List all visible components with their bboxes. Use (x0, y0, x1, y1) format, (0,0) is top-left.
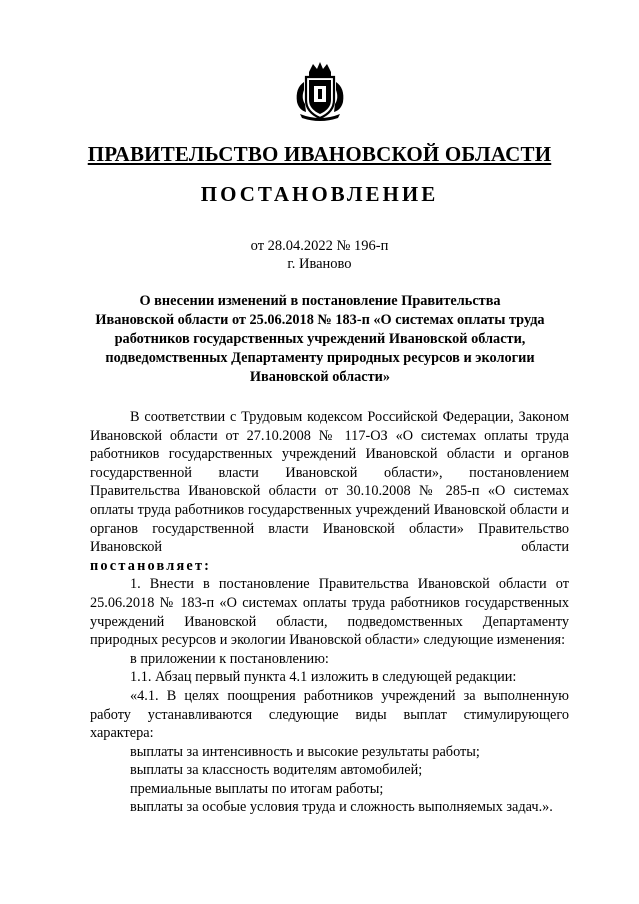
document-city: г. Иваново (287, 256, 352, 272)
list-item: выплаты за классность водителям автомобилей; (130, 762, 423, 779)
item-1-1-paragraph: 1.1. Абзац первый пункта 4.1 изложить в следующей редакции: (130, 669, 517, 686)
item-1-paragraph: 1. Внести в постановление Правительства Ивановской области от 25.06.2018 № 183-п «О системах оплаты труда работников государственных учреждений Ивановской области, подведомственных Департаменту природных ресурсов и экологии Ивановской области» следующие изменения: (90, 576, 569, 649)
subject-line: работников государственных учреждений Ивановской области, (114, 331, 526, 347)
decree-word: постановляет: (90, 557, 212, 574)
appendix-paragraph: в приложении к постановлению: (130, 650, 329, 667)
coat-of-arms-emblem (292, 60, 348, 122)
subject-line: подведомственных Департаменту природных ресурсов и экологии (105, 350, 535, 366)
document-type-title: ПОСТАНОВЛЕНИЕ (200, 182, 439, 206)
preamble-paragraph: В соответствии с Трудовым кодексом Российской Федерации, Законом Ивановской области от 27.10.2008 № 117-ОЗ «О системах оплаты труда работников государственных учреждений Ивановской области и органов государственной власти Ивановской области», постановлением Правительства Ивановской области от 30.10.2008 № 285-п «О системах оплаты труда работников государственных учреждений Ивановской области и органов государственной власти Ивановской области» Правительство Ивановской области (90, 409, 569, 556)
government-title: ПРАВИТЕЛЬСТВО ИВАНОВСКОЙ ОБЛАСТИ (87, 142, 552, 166)
subject-line: Ивановской области от 25.06.2018 № 183-п «О системах оплаты труда (95, 312, 545, 328)
list-item: премиальные выплаты по итогам работы; (130, 780, 384, 797)
document-date-number: от 28.04.2022 № 196-п (250, 238, 389, 254)
subject-line: О внесении изменений в постановление Правительства (139, 293, 501, 309)
subject-line: Ивановской области» (249, 369, 391, 385)
list-item: выплаты за интенсивность и высокие результаты работы; (130, 743, 480, 760)
document-body (90, 408, 569, 817)
document-subject (80, 292, 560, 387)
quoted-paragraph: «4.1. В целях поощрения работников учреждений за выполненную работу устанавливаются следующие виды выплат стимулирующего характера: (90, 687, 569, 742)
list-item: выплаты за особые условия труда и сложность выполняемых задач.». (130, 799, 553, 816)
